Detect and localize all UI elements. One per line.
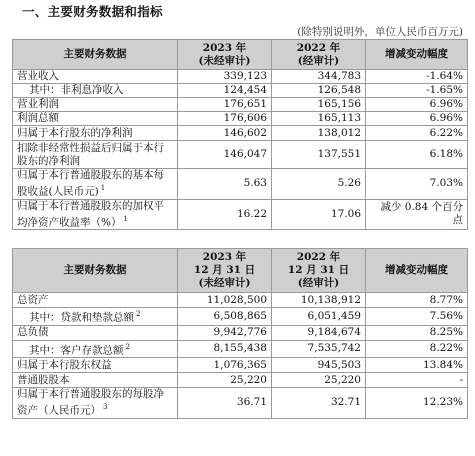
change-value: 8.25% [366,325,468,340]
value-2022: 165,156 [272,98,366,112]
header-change: 增减变动幅度 [366,40,468,70]
value-2022: 137,551 [272,141,366,169]
income-table-header [13,40,468,70]
value-2023: 5.63 [178,169,272,200]
change-value: 13.84% [366,358,468,373]
table-row [13,98,468,112]
value-2022: 126,548 [272,84,366,98]
change-value: 12.23% [366,388,468,419]
change-value: 7.56% [366,308,468,326]
balance-table [12,248,468,419]
value-2023: 11,028,500 [178,293,272,308]
value-2023: 8,155,438 [178,340,272,358]
footnote-marker: 1 [123,214,128,223]
footnote-marker: 2 [125,342,130,351]
row-label: 归属于本行普通股股东的加权平均净资产收益率（%） $^1$ [13,199,178,230]
row-label: 总资产 [13,293,178,308]
row-label: 总负债 [13,325,178,340]
section-title: 一、主要财务数据和指标 [22,4,163,19]
value-2023: 176,606 [178,112,272,126]
value-2023: 1,076,365 [178,358,272,373]
row-label: 其中：非利息净收入 [13,84,178,98]
change-value: 8.77% [366,293,468,308]
income-table [12,39,468,230]
row-label: 归属于本行普通股股东的基本每股收益(人民币元) $^1$ [13,169,178,200]
value-2022: 25,220 [272,373,366,388]
value-2023: 124,454 [178,84,272,98]
change-value: 6.18% [366,141,468,169]
value-2023: 176,651 [178,98,272,112]
table-row [13,340,468,358]
value-2022: 138,012 [272,126,366,141]
change-value: -1.65% [366,84,468,98]
row-label: 归属于本行股东的净利润 [13,126,178,141]
table-row [13,70,468,84]
unit-note: (除特别说明外，单位人民币百万元) [297,26,463,38]
change-value: 6.96% [366,98,468,112]
row-label: 归属于本行普通股股东的每股净资产（人民币元） $^3$ [13,388,178,419]
table-row [13,373,468,388]
row-label: 营业收入 [13,70,178,84]
table-row [13,388,468,419]
table-row [13,141,468,169]
row-label: 其中：客户存款总额 $^2$ [13,340,178,358]
row-label: 归属于本行股东权益 [13,358,178,373]
header-change: 增减变动幅度 [366,249,468,293]
value-2022: 344,783 [272,70,366,84]
value-2022: 32.71 [272,388,366,419]
value-2023: 146,047 [178,141,272,169]
header-metric: 主要财务数据 [13,249,178,293]
footnote-marker: 1 [100,184,106,192]
change-value: 7.03% [366,169,468,200]
table-row [13,112,468,126]
header-2022: 2022 年 (经审计) [272,40,366,70]
value-2023: 25,220 [178,373,272,388]
header-2022-date: 2022 年 12 月 31 日 (经审计) [272,249,366,293]
change-value: 6.96% [366,112,468,126]
change-value: -1.64% [366,70,468,84]
row-label: 其中：贷款和垫款总额 $^2$ [13,308,178,326]
row-label: 营业利润 [13,98,178,112]
value-2023: 146,602 [178,126,272,141]
change-value: - [366,373,468,388]
value-2022: 7,535,742 [272,340,366,358]
change-value: 减少 0.84 个百分点 [366,199,468,230]
table-row [13,358,468,373]
header-metric: 主要财务数据 [13,40,178,70]
value-2023: 6,508,865 [178,308,272,326]
value-2023: 36.71 [178,388,272,419]
value-2022: 945,503 [272,358,366,373]
row-label: 普通股股本 [13,373,178,388]
header-2023: 2023 年 (未经审计) [178,40,272,70]
value-2022: 6,051,459 [272,308,366,326]
table-row [13,308,468,326]
value-2022: 165,113 [272,112,366,126]
footnote-marker: 3 [103,403,108,411]
table-row [13,84,468,98]
table-row [13,199,468,230]
footnote-marker: 2 [136,310,141,318]
row-label: 扣除非经常性损益后归属于本行股东的净利润 [13,141,178,169]
balance-table-header [13,249,468,293]
header-2023-date: 2023 年 12 月 31 日 (未经审计) [178,249,272,293]
value-2022: 9,184,674 [272,325,366,340]
table-row [13,169,468,200]
value-2023: 9,942,776 [178,325,272,340]
value-2022: 5.26 [272,169,366,200]
change-value: 6.22% [366,126,468,141]
value-2023: 16.22 [178,199,272,230]
table-row [13,325,468,340]
value-2022: 17.06 [272,199,366,230]
table-row [13,126,468,141]
table-row [13,293,468,308]
change-value: 8.22% [366,340,468,358]
row-label: 利润总额 [13,112,178,126]
value-2022: 10,138,912 [272,293,366,308]
value-2023: 339,123 [178,70,272,84]
